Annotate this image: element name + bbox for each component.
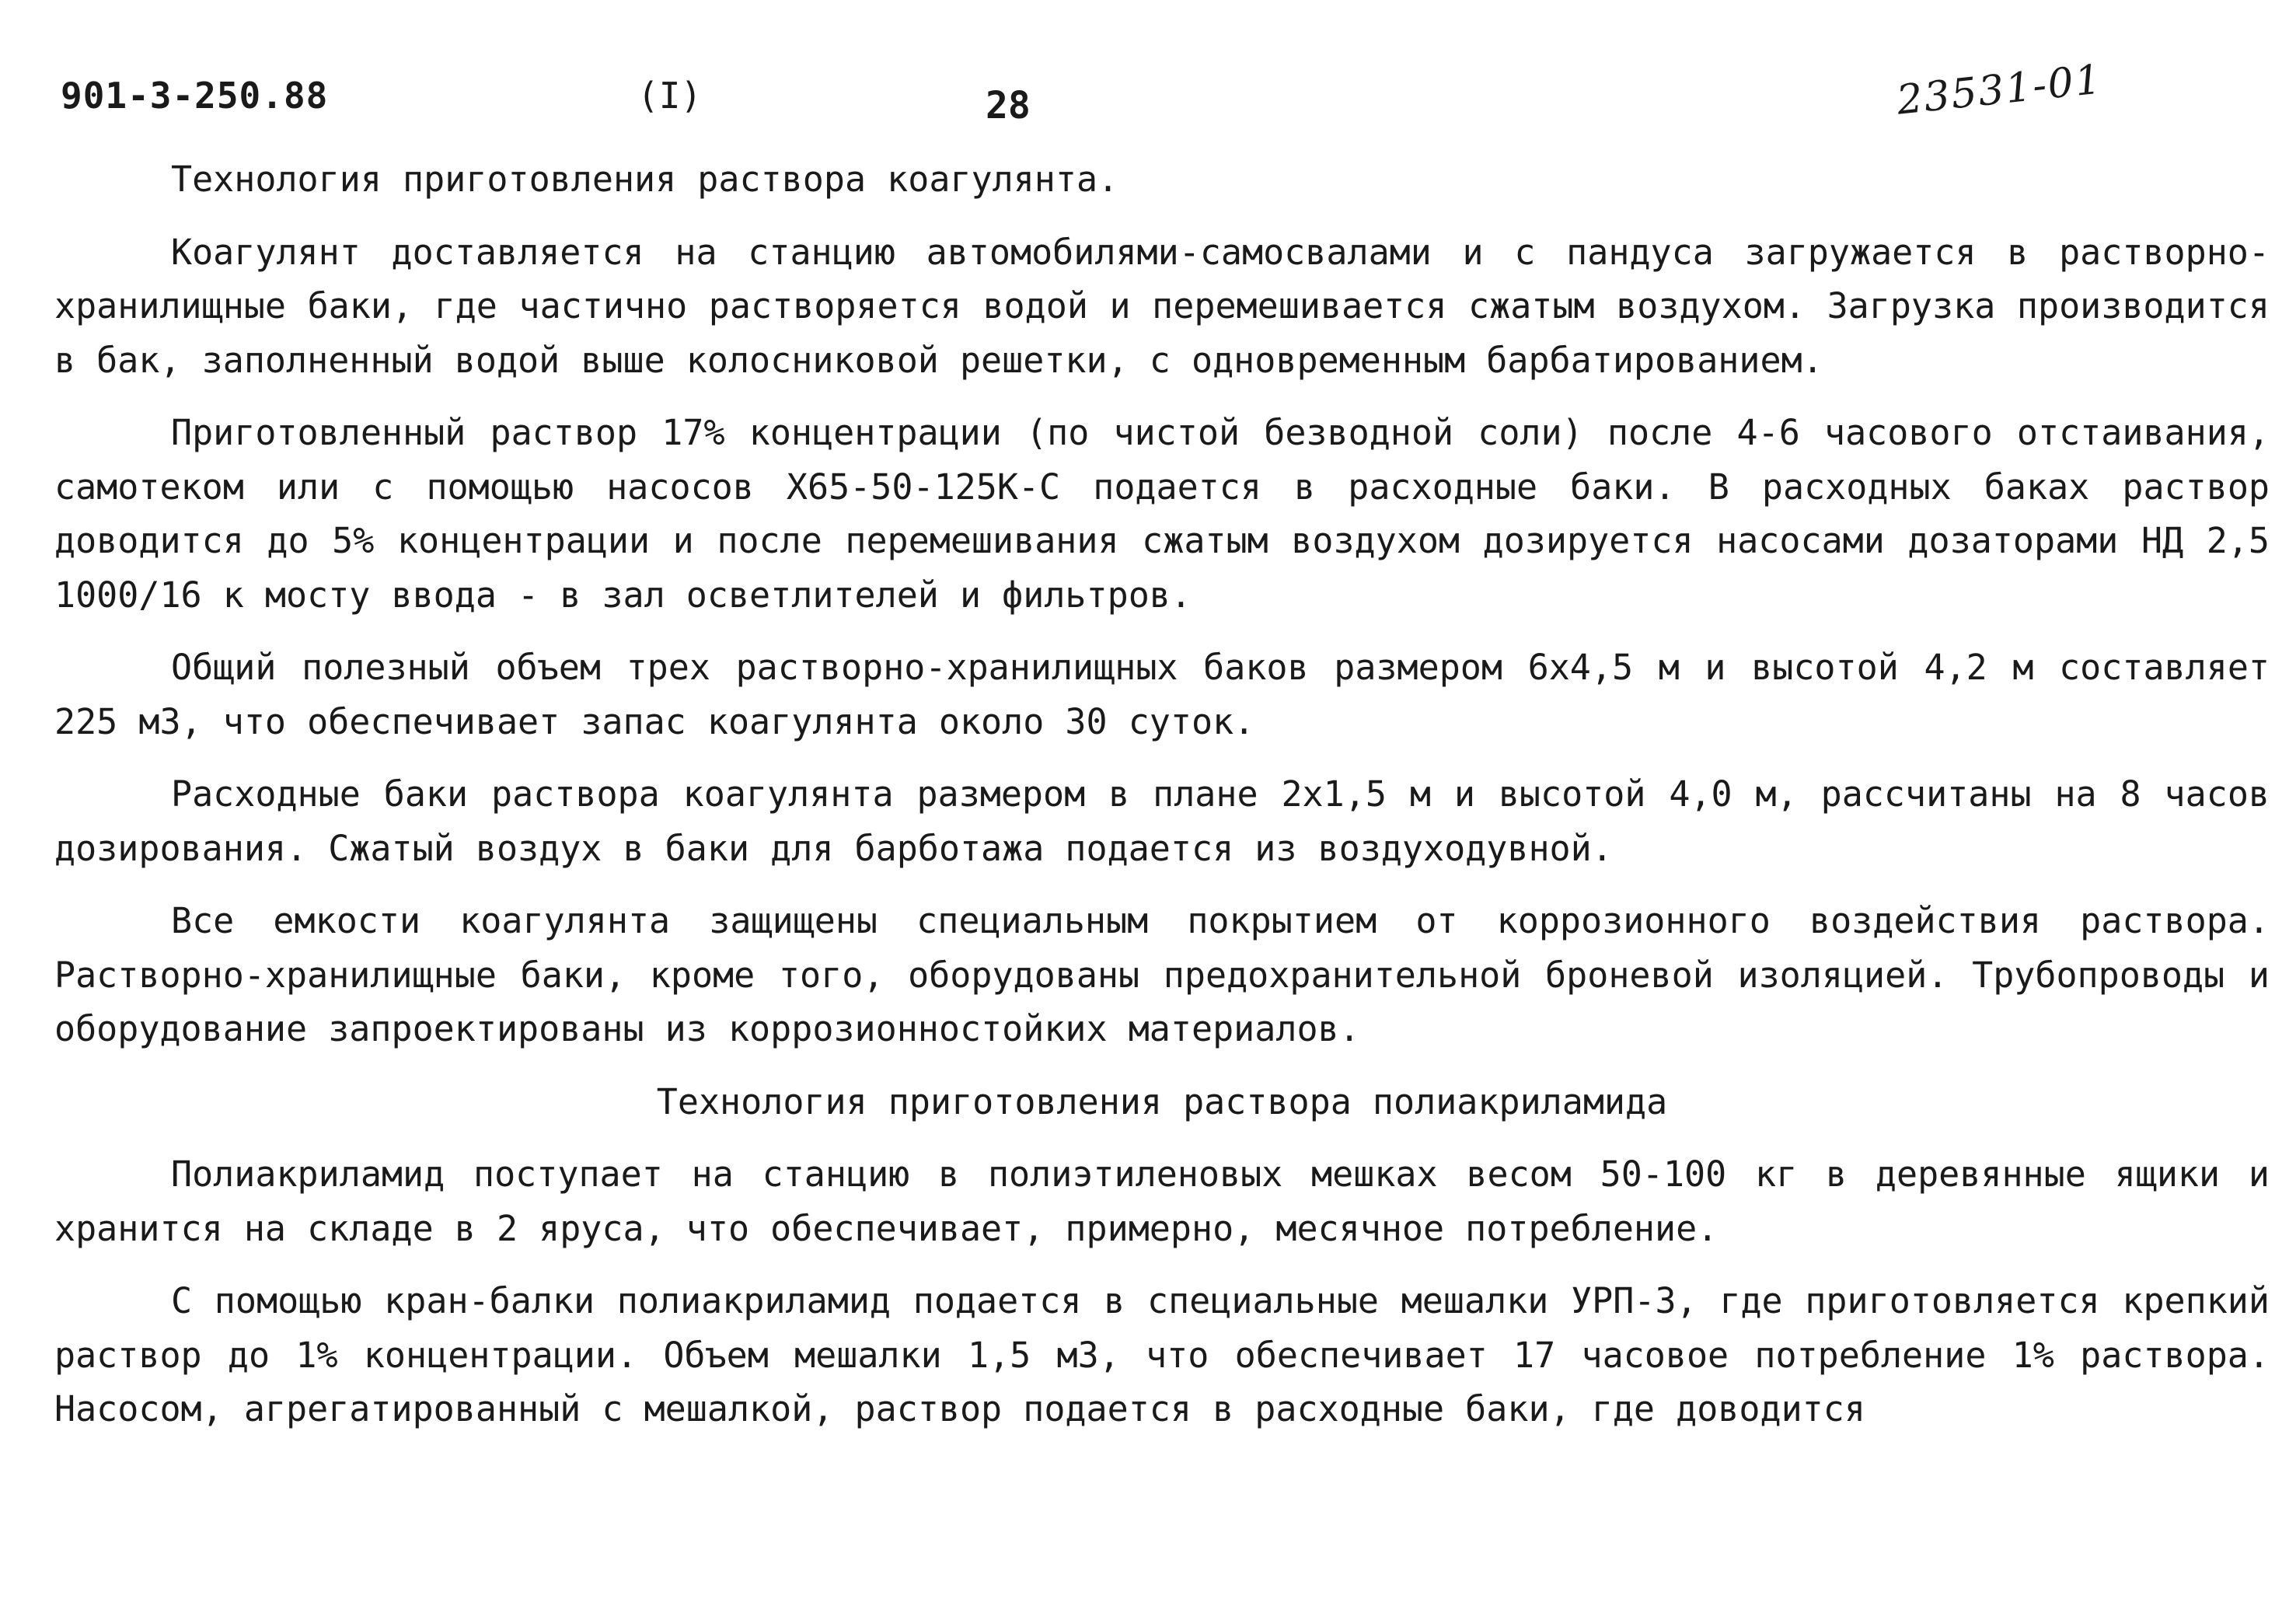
section-title-polyacrylamide: Технология приготовления раствора полиакриламида [656,1080,1668,1122]
paragraph-coagulant-protection: Все емкости коагулянта защищены специальным покрытием от коррозионного воздействия раствора. Растворно-хранилищные баки, кроме того, оборудованы предохранительной броневой изоляцией. Трубопроводы и оборудование запроектированы из коррозионностойких материалов. [54,900,2270,1049]
paragraph-polyacrylamide-storage: Полиакриламид поступает на станцию в полиэтиленовых мешках весом 50-100 кг в деревянные ящики и хранится на складе в 2 яруса, что обеспечивает, примерно, месячное потребление. [54,1154,2270,1249]
document-code: 901-3-250.88 [61,75,329,117]
sheet-mark: (I) [637,75,703,117]
paragraph-coagulant-volume: Общий полезный объем трех растворно-хранилищных баков размером 6х4,5 м и высотой 4,2 м составляет 225 м3, что обеспечивает запас коагулянта около 30 суток. [54,647,2270,742]
paragraph-coagulant-preparation: Приготовленный раствор 17% концентрации (по чистой безводной соли) после 4-6 часового отстаивания, самотеком или с помощью насосов Х65-50-125К-С подается в расходные баки. В расходных баках раствор доводится до 5% концентрации и после перемешивания сжатым воздухом дозируется насосами дозаторами НД 2,5 1000/16 к мосту ввода - в зал осветлителей и фильтров. [54,412,2270,616]
page-number: 28 [986,84,1031,127]
paragraph-coagulant-tanks: Расходные баки раствора коагулянта размером в плане 2х1,5 м и высотой 4,0 м, рассчитаны на 8 часов дозирования. Сжатый воздух в баки для барботажа подается из воздуходувной. [54,773,2270,869]
paragraph-polyacrylamide-preparation: С помощью кран-балки полиакриламид подается в специальные мешалки УРП-3, где приготовляется крепкий раствор до 1% концентрации. Объем мешалки 1,5 м3, что обеспечивает 17 часовое потребление 1% раствора. Насосом, агрегатированный с мешалкой, раствор подается в расходные баки, где доводится [54,1280,2270,1429]
document-body [54,152,2270,1455]
paragraph-coagulant-delivery: Коагулянт доставляется на станцию автомобилями-самосвалами и с пандуса загружается в растворно-хранилищные баки, где частично растворяется водой и перемешивается сжатым воздухом. Загрузка производится в бак, заполненный водой выше колосниковой решетки, с одновременным барбатированием. [54,231,2270,381]
handwritten-registration-number: 23531-01 [1894,56,2105,124]
section-title-coagulant: Технология приготовления раствора коагулянта. [171,159,1119,200]
